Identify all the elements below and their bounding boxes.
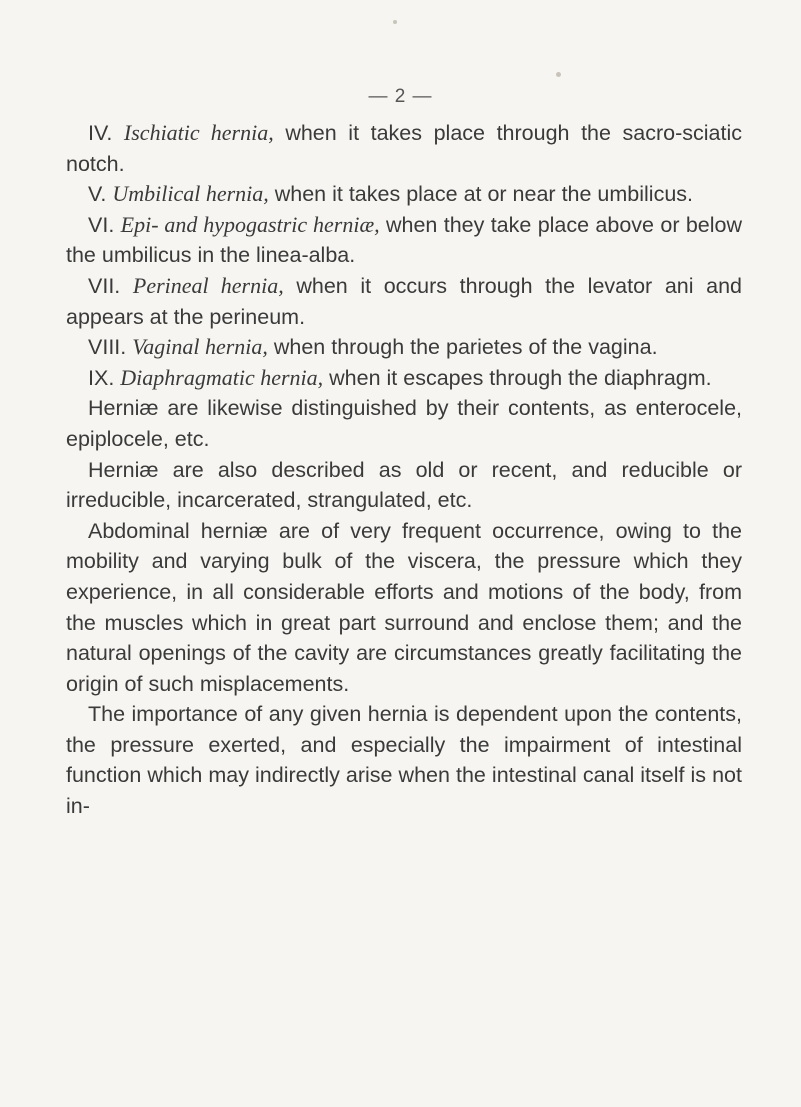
entry-vii	[66, 271, 742, 332]
entry-term: Epi- and hypogastric herniæ,	[120, 211, 380, 237]
entry-term: Diaphragmatic hernia,	[120, 364, 324, 390]
entry-numeral: VI.	[88, 212, 115, 237]
entry-v	[66, 179, 742, 210]
entry-text: when it escapes through the diaphragm.	[323, 365, 712, 390]
paper-speck	[393, 20, 397, 24]
entry-text: when it takes place through the sacro-sciatic notch.	[66, 121, 742, 176]
paragraph: Abdominal herniæ are of very frequent occurrence, owing to the mobility and varying bulk of the viscera, the pressure which they experience, in all considerable efforts and motions of the body, from the muscles which in great part surround and enclose them; and the natural openings of the cavity are circumstances greatly facilitating the origin of such misplacements.	[66, 518, 742, 696]
entry-term: Ischiatic hernia,	[123, 120, 274, 145]
entry-text: when it takes place at or near the umbilicus.	[268, 182, 694, 207]
entry-numeral: VIII.	[88, 335, 127, 360]
entry-text: when they take place above or below the umbilicus in the linea-alba.	[66, 212, 742, 268]
entry-text: when through the parietes of the vagina.	[267, 335, 658, 360]
paragraph: Herniæ are also described as old or recent, and reducible or irreducible, incarcerated, strangulated, etc.	[66, 457, 742, 513]
entry-term: Perineal hernia,	[132, 272, 284, 298]
entry-term: Umbilical hernia,	[112, 181, 269, 207]
paper-speck	[556, 72, 561, 77]
entry-iv	[66, 118, 742, 179]
entry-viii	[66, 332, 742, 363]
page-number: — 2 —	[368, 86, 433, 107]
entry-ix	[66, 363, 742, 394]
entry-numeral: VII.	[88, 273, 121, 298]
paragraph: Herniæ are likewise distinguished by their contents, as enterocele, epiplocele, etc.	[66, 396, 742, 451]
entry-numeral: IV.	[88, 121, 113, 145]
entry-numeral: V.	[88, 182, 107, 207]
entry-numeral: IX.	[88, 365, 115, 390]
paragraph: The importance of any given hernia is dependent upon the contents, the pressure exerted, and especially the impairment of intestinal function which may indirectly arise when the intestinal canal itself is not in-	[66, 702, 742, 819]
entry-term: Vaginal hernia,	[132, 334, 268, 360]
entry-text: when it occurs through the levator ani and appears at the perineum.	[66, 273, 742, 329]
page-body	[66, 118, 742, 822]
entry-vi	[66, 210, 742, 271]
